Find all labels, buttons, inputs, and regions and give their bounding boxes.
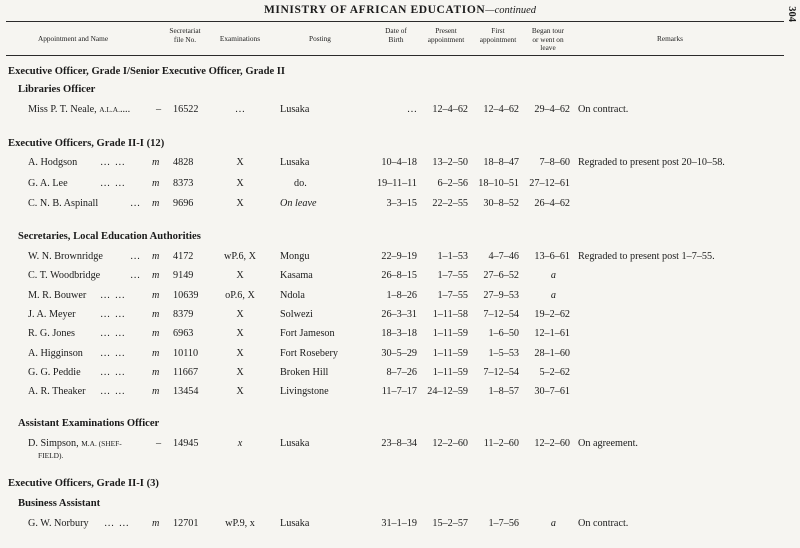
table-row xyxy=(0,518,800,532)
name-cell: A. Hodgson xyxy=(28,157,78,168)
table-row xyxy=(0,157,800,171)
sex-cell: m xyxy=(152,309,160,320)
first-appt-cell: 18–10–51 xyxy=(478,178,519,189)
sex-cell: m xyxy=(152,386,160,397)
table-row xyxy=(0,386,800,400)
dash-cell: – xyxy=(156,438,162,449)
first-appt-cell: 27–6–52 xyxy=(483,270,519,281)
present-appt-cell: 15–2–57 xyxy=(432,518,468,529)
posting-cell: On leave xyxy=(280,198,317,209)
file-no-cell: 4828 xyxy=(173,157,194,168)
posting-cell: Lusaka xyxy=(280,157,310,168)
tour-cell: 13–6–61 xyxy=(534,251,570,262)
subsection-heading: Business Assistant xyxy=(18,498,101,509)
col-header-tour-line1: Began tour xyxy=(531,26,565,35)
tour-cell: a xyxy=(550,518,556,529)
tour-cell: 28–1–60 xyxy=(534,348,570,359)
dob-cell: 18–3–18 xyxy=(381,328,417,339)
tour-cell: 7–8–60 xyxy=(539,157,570,168)
posting-cell: Kasama xyxy=(280,270,313,281)
col-header-appointment: Appointment and Name xyxy=(37,34,109,43)
sex-cell: m xyxy=(152,198,160,209)
sex-cell: m xyxy=(152,290,160,301)
qualification-text: A.L.A. xyxy=(99,105,120,114)
tour-cell: 29–4–62 xyxy=(534,104,570,115)
leader-dots: … … xyxy=(100,348,126,359)
subsection-heading: Libraries Officer xyxy=(18,84,96,95)
tour-cell: a xyxy=(550,270,556,281)
table-row xyxy=(0,178,800,192)
col-header-tour xyxy=(522,27,574,53)
table-row xyxy=(0,104,800,118)
first-appt-cell: 7–12–54 xyxy=(483,367,519,378)
section-heading: Secretaries, Local Education Authorities xyxy=(18,231,201,242)
leader-dots: .... xyxy=(119,104,131,115)
remarks-cell: On agreement. xyxy=(578,438,638,449)
name-cell: R. G. Jones xyxy=(28,328,75,339)
dob-cell: 3–3–15 xyxy=(386,198,417,209)
exam-cell: X xyxy=(236,309,244,320)
page-number: 304 xyxy=(786,6,797,22)
file-no-cell: 10639 xyxy=(173,290,199,301)
dob-cell: 10–4–18 xyxy=(381,157,417,168)
posting-cell: do. xyxy=(294,178,307,189)
dob-cell: 1–8–26 xyxy=(386,290,417,301)
page-title-suffix: —continued xyxy=(485,5,537,16)
col-header-examinations: Examinations xyxy=(219,34,261,43)
page-title-text: MINISTRY OF AFRICAN EDUCATION xyxy=(263,4,486,16)
tour-cell: 5–2–62 xyxy=(539,367,570,378)
exam-cell: X xyxy=(236,157,244,168)
first-appt-cell: 27–9–53 xyxy=(483,290,519,301)
col-header-first-line1: First xyxy=(491,26,505,35)
file-no-cell: 9149 xyxy=(173,270,194,281)
sex-cell: m xyxy=(152,178,160,189)
posting-cell: Lusaka xyxy=(280,104,310,115)
table-row xyxy=(0,438,800,462)
first-appt-cell: 1–8–57 xyxy=(488,386,519,397)
dob-cell: 22–9–19 xyxy=(381,251,417,262)
exam-cell: … xyxy=(234,104,246,115)
table-row xyxy=(0,309,800,323)
name-cell: C. N. B. Aspinall xyxy=(28,198,99,209)
first-appt-cell: 7–12–54 xyxy=(483,309,519,320)
col-header-file-no-line1: Secretariat xyxy=(169,26,201,35)
leader-dots: … … xyxy=(100,178,126,189)
exam-cell: oP.6, X xyxy=(225,290,255,301)
present-appt-cell: 24–12–59 xyxy=(427,386,468,397)
posting-cell: Broken Hill xyxy=(280,367,329,378)
first-appt-cell: 30–8–52 xyxy=(483,198,519,209)
file-no-cell: 8379 xyxy=(173,309,194,320)
exam-cell: X xyxy=(236,386,244,397)
dob-cell: 23–8–34 xyxy=(381,438,417,449)
first-appt-cell: 12–4–62 xyxy=(483,104,519,115)
name-cell: G. G. Peddie xyxy=(28,367,81,378)
present-appt-cell: 1–11–59 xyxy=(432,367,468,378)
tour-cell: 12–2–60 xyxy=(534,438,570,449)
name-cell: M. R. Bouwer xyxy=(28,290,87,301)
leader-dots: … xyxy=(130,198,142,209)
name-cell: A. R. Theaker xyxy=(28,386,86,397)
col-header-present xyxy=(418,27,474,44)
file-no-cell: 11667 xyxy=(173,367,199,378)
posting-cell: Livingstone xyxy=(280,386,329,397)
present-appt-cell: 12–2–60 xyxy=(432,438,468,449)
section-heading: Executive Officer, Grade I/Senior Executive Officer, Grade II xyxy=(8,66,286,77)
table-row xyxy=(0,348,800,362)
header-bottom-rule xyxy=(6,55,784,56)
present-appt-cell: 1–11–58 xyxy=(432,309,468,320)
sex-cell: m xyxy=(152,348,160,359)
name-cell: G. A. Lee xyxy=(28,178,68,189)
col-header-tour-line2: or went on xyxy=(532,34,564,44)
qualification-text: M.A. (SHEF- xyxy=(81,439,122,448)
present-appt-cell: 22–2–55 xyxy=(432,198,468,209)
leader-dots: … … xyxy=(104,518,130,529)
exam-cell: X xyxy=(236,198,244,209)
exam-cell: wP.6, X xyxy=(224,251,256,262)
file-no-cell: 16522 xyxy=(173,104,199,115)
first-appt-cell: 1–5–53 xyxy=(488,348,519,359)
remarks-cell: On contract. xyxy=(578,104,629,115)
col-header-present-line1: Present xyxy=(435,26,457,35)
first-appt-cell: 18–8–47 xyxy=(483,157,519,168)
col-header-first xyxy=(470,27,526,44)
dob-cell: … xyxy=(406,104,417,115)
leader-dots: … … xyxy=(100,309,126,320)
table-row xyxy=(0,367,800,381)
present-appt-cell: 6–2–56 xyxy=(437,178,468,189)
dash-cell: – xyxy=(156,104,162,115)
sex-cell: m xyxy=(152,251,160,262)
dob-cell: 26–3–31 xyxy=(381,309,417,320)
file-no-cell: 8373 xyxy=(173,178,194,189)
name-text: D. Simpson, xyxy=(28,438,79,449)
table-row xyxy=(0,251,800,265)
remarks-cell: Regraded to present post 1–7–55. xyxy=(578,251,715,262)
exam-cell: x xyxy=(237,438,243,449)
sex-cell: m xyxy=(152,367,160,378)
file-no-cell: 9696 xyxy=(173,198,194,209)
posting-cell: Ndola xyxy=(280,290,305,301)
name-cell xyxy=(28,104,130,115)
present-appt-cell: 1–11–59 xyxy=(432,348,468,359)
name-cell: J. A. Meyer xyxy=(28,309,76,320)
tour-cell: 27–12–61 xyxy=(529,178,570,189)
file-no-cell: 14945 xyxy=(173,438,199,449)
exam-cell: X xyxy=(236,348,244,359)
exam-cell: X xyxy=(236,270,244,281)
present-appt-cell: 1–1–53 xyxy=(437,251,468,262)
exam-cell: X xyxy=(236,178,244,189)
tour-cell: a xyxy=(550,290,556,301)
remarks-cell: On contract. xyxy=(578,518,629,529)
first-appt-cell: 11–2–60 xyxy=(483,438,519,449)
posting-cell: Lusaka xyxy=(280,518,310,529)
dob-cell: 31–1–19 xyxy=(381,518,417,529)
first-appt-cell: 1–6–50 xyxy=(488,328,519,339)
col-header-posting: Posting xyxy=(309,34,331,43)
present-appt-cell: 1–11–59 xyxy=(432,328,468,339)
posting-cell: Fort Jameson xyxy=(280,328,335,339)
leader-dots: … … xyxy=(100,290,126,301)
col-header-dob xyxy=(376,27,416,44)
posting-cell: Fort Rosebery xyxy=(280,348,339,359)
posting-cell: Solwezi xyxy=(280,309,313,320)
leader-dots: … xyxy=(130,251,142,262)
name-cell: W. N. Brownridge xyxy=(28,251,103,262)
dob-cell: 11–7–17 xyxy=(381,386,417,397)
file-no-cell: 13454 xyxy=(173,386,199,397)
name-cell xyxy=(28,438,122,449)
exam-cell: X xyxy=(236,328,244,339)
exam-cell: wP.9, x xyxy=(225,518,255,529)
name-cell: C. T. Woodbridge xyxy=(28,270,101,281)
col-header-tour-line3: leave xyxy=(540,43,556,52)
dob-cell: 26–8–15 xyxy=(381,270,417,281)
leader-dots: … … xyxy=(100,157,126,168)
file-no-cell: 6963 xyxy=(173,328,194,339)
tour-cell: 12–1–61 xyxy=(534,328,570,339)
sex-cell: m xyxy=(152,157,160,168)
name-cell: A. Higginson xyxy=(28,348,83,359)
present-appt-cell: 1–7–55 xyxy=(437,270,468,281)
col-header-dob-line2: Birth xyxy=(388,34,404,44)
dob-cell: 30–5–29 xyxy=(381,348,417,359)
present-appt-cell: 13–2–50 xyxy=(432,157,468,168)
col-header-file-no xyxy=(160,27,210,44)
section-heading: Executive Officers, Grade II-I (3) xyxy=(8,478,159,489)
dob-cell: 8–7–26 xyxy=(386,367,417,378)
section-heading: Executive Officers, Grade II-I (12) xyxy=(8,138,165,149)
posting-cell: Mongu xyxy=(280,251,310,262)
posting-cell: Lusaka xyxy=(280,438,310,449)
table-row xyxy=(0,328,800,342)
file-no-cell: 12701 xyxy=(173,518,199,529)
table-row xyxy=(0,270,800,284)
dob-cell: 19–11–11 xyxy=(377,178,417,189)
page-title xyxy=(0,4,800,16)
tour-cell: 19–2–62 xyxy=(534,309,570,320)
present-appt-cell: 12–4–62 xyxy=(432,104,468,115)
file-no-cell: 10110 xyxy=(173,348,199,359)
col-header-dob-line1: Date of xyxy=(385,26,407,35)
name-cell: G. W. Norbury xyxy=(28,518,89,529)
table-row xyxy=(0,290,800,304)
table-row xyxy=(0,198,800,212)
col-header-first-line2: appointment xyxy=(479,34,517,44)
header-top-rule xyxy=(6,21,784,22)
col-header-present-line2: appointment xyxy=(427,34,465,44)
section-heading: Assistant Examinations Officer xyxy=(18,418,160,429)
first-appt-cell: 4–7–46 xyxy=(488,251,519,262)
exam-cell: X xyxy=(236,367,244,378)
name-text: Miss P. T. Neale, xyxy=(28,104,97,115)
col-header-remarks: Remarks xyxy=(657,34,683,43)
col-header-file-no-line2: file No. xyxy=(173,34,197,44)
sex-cell: m xyxy=(152,518,160,529)
leader-dots: … … xyxy=(100,386,126,397)
first-appt-cell: 1–7–56 xyxy=(488,518,519,529)
file-no-cell: 4172 xyxy=(173,251,194,262)
leader-dots: … xyxy=(130,270,142,281)
leader-dots: … … xyxy=(100,328,126,339)
sex-cell: m xyxy=(152,328,160,339)
sex-cell: m xyxy=(152,270,160,281)
qualification-continued: FIELD). xyxy=(38,451,64,460)
tour-cell: 30–7–61 xyxy=(534,386,570,397)
tour-cell: 26–4–62 xyxy=(534,198,570,209)
present-appt-cell: 1–7–55 xyxy=(437,290,468,301)
remarks-cell: Regraded to present post 20–10–58. xyxy=(578,157,725,168)
leader-dots: … … xyxy=(100,367,126,378)
